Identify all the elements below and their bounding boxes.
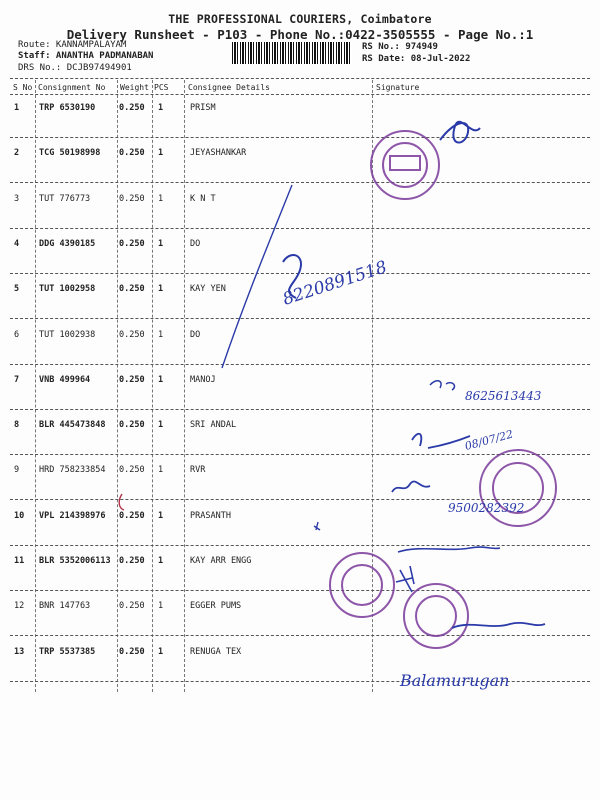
handwritten-date: 08/07/22 — [463, 427, 515, 453]
row-pcs: 1 — [158, 103, 164, 113]
row-consignee: RENUGA TEX — [190, 647, 242, 657]
row-sno: 11 — [14, 556, 25, 566]
col-header-pcs: PCS — [154, 83, 169, 92]
signature-scribble — [398, 547, 500, 552]
row-pcs: 1 — [158, 239, 164, 249]
row-sno: 9 — [14, 465, 20, 475]
row-sno: 7 — [14, 375, 20, 385]
row-consignee: K N T — [190, 194, 216, 204]
row-consignee: KAY ARR ENGG — [190, 556, 252, 566]
drs-number: DRS No.: DCJB97494901 — [18, 63, 132, 73]
row-consignee: KAY YEN — [190, 284, 226, 294]
row-consignment-no: TUT 1002938 — [39, 330, 96, 340]
route-label: Route: KANNAMPALAYAM — [18, 40, 127, 50]
handwritten-name: Balamurugan — [400, 671, 510, 690]
row-consignee: MANOJ — [190, 375, 216, 385]
row-weight: 0.250 — [119, 103, 145, 113]
row-consignment-no: TCG 50198998 — [39, 148, 101, 158]
row-consignment-no: VNB 499964 — [39, 375, 91, 385]
row-pcs: 1 — [158, 420, 164, 430]
pen-stroke — [222, 185, 292, 368]
col-header-sno: S No — [13, 83, 33, 92]
staff-label: Staff: ANANTHA PADMANABAN — [18, 51, 154, 61]
row-pcs: 1 — [158, 194, 164, 204]
row-sno: 5 — [14, 284, 20, 294]
signature-scribble — [392, 481, 430, 492]
pen-mark — [314, 522, 320, 530]
row-pcs: 1 — [158, 601, 164, 611]
row-consignment-no: BLR 445473848 — [39, 420, 106, 430]
row-consignment-no: BNR 147763 — [39, 601, 91, 611]
row-sno: 6 — [14, 330, 20, 340]
row-weight: 0.250 — [119, 239, 145, 249]
col-header-consignment: Consignment No — [38, 83, 106, 92]
row-sno: 8 — [14, 420, 20, 430]
row-consignment-no: TRP 5537385 — [39, 647, 96, 657]
row-weight: 0.250 — [119, 647, 145, 657]
row-pcs: 1 — [158, 375, 164, 385]
rs-number: RS No.: 974949 — [362, 42, 438, 52]
handwritten-phone: 8625613443 — [465, 389, 542, 403]
row-consignment-no: BLR 5352006113 — [39, 556, 111, 566]
row-weight: 0.250 — [119, 556, 145, 566]
row-weight: 0.250 — [119, 511, 145, 521]
row-weight: 0.250 — [119, 375, 145, 385]
document-title: THE PROFESSIONAL COURIERS, Coimbatore — [168, 12, 432, 26]
row-consignment-no: VPL 214398976 — [39, 511, 106, 521]
signature-scribble — [412, 434, 470, 448]
row-weight: 0.250 — [119, 148, 145, 158]
company-stamp — [371, 131, 439, 199]
row-consignment-no: TRP 6530190 — [39, 103, 96, 113]
col-header-signature: Signature — [376, 83, 420, 92]
row-pcs: 1 — [158, 148, 164, 158]
row-sno: 2 — [14, 148, 20, 158]
company-stamp — [330, 553, 468, 648]
row-sno: 12 — [14, 601, 25, 611]
row-consignment-no: TUT 776773 — [39, 194, 91, 204]
row-weight: 0.250 — [119, 194, 145, 204]
row-sno: 4 — [14, 239, 20, 249]
row-pcs: 1 — [158, 647, 164, 657]
row-pcs: 1 — [158, 556, 164, 566]
row-weight: 0.250 — [119, 465, 145, 475]
row-consignee: DO — [190, 239, 201, 249]
row-pcs: 1 — [158, 511, 164, 521]
row-weight: 0.250 — [119, 284, 145, 294]
row-consignment-no: TUT 1002958 — [39, 284, 96, 294]
row-consignee: PRISM — [190, 103, 216, 113]
handwritten-phone: 8220891518 — [280, 257, 390, 310]
col-header-consignee: Consignee Details — [188, 83, 270, 92]
row-pcs: 1 — [158, 465, 164, 475]
row-sno: 13 — [14, 647, 25, 657]
row-consignee: DO — [190, 330, 201, 340]
signature-scribble — [430, 381, 454, 390]
document-subtitle: Delivery Runsheet - P103 - Phone No.:0422-3505555 - Page No.:1 — [66, 27, 534, 42]
signature-scribble — [396, 566, 414, 592]
row-pcs: 1 — [158, 284, 164, 294]
row-consignment-no: HRD 758233854 — [39, 465, 106, 475]
row-consignee: PRASANTH — [190, 511, 231, 521]
pen-mark — [119, 494, 124, 510]
handwritten-phone: 9500282392 — [448, 501, 525, 515]
row-weight: 0.250 — [119, 420, 145, 430]
row-weight: 0.250 — [119, 601, 145, 611]
row-sno: 10 — [14, 511, 25, 521]
row-consignee: JEYASHANKAR — [190, 148, 247, 158]
row-consignee: EGGER PUMS — [190, 601, 242, 611]
col-header-weight: Weight — [120, 83, 149, 92]
row-weight: 0.250 — [119, 330, 145, 340]
row-sno: 3 — [14, 194, 20, 204]
rs-date: RS Date: 08-Jul-2022 — [362, 54, 471, 64]
row-consignee: RVR — [190, 465, 206, 475]
row-consignee: SRI ANDAL — [190, 420, 237, 430]
row-sno: 1 — [14, 103, 20, 113]
row-pcs: 1 — [158, 330, 164, 340]
row-consignment-no: DDG 4390185 — [39, 239, 96, 249]
signature-scribble — [440, 122, 480, 143]
